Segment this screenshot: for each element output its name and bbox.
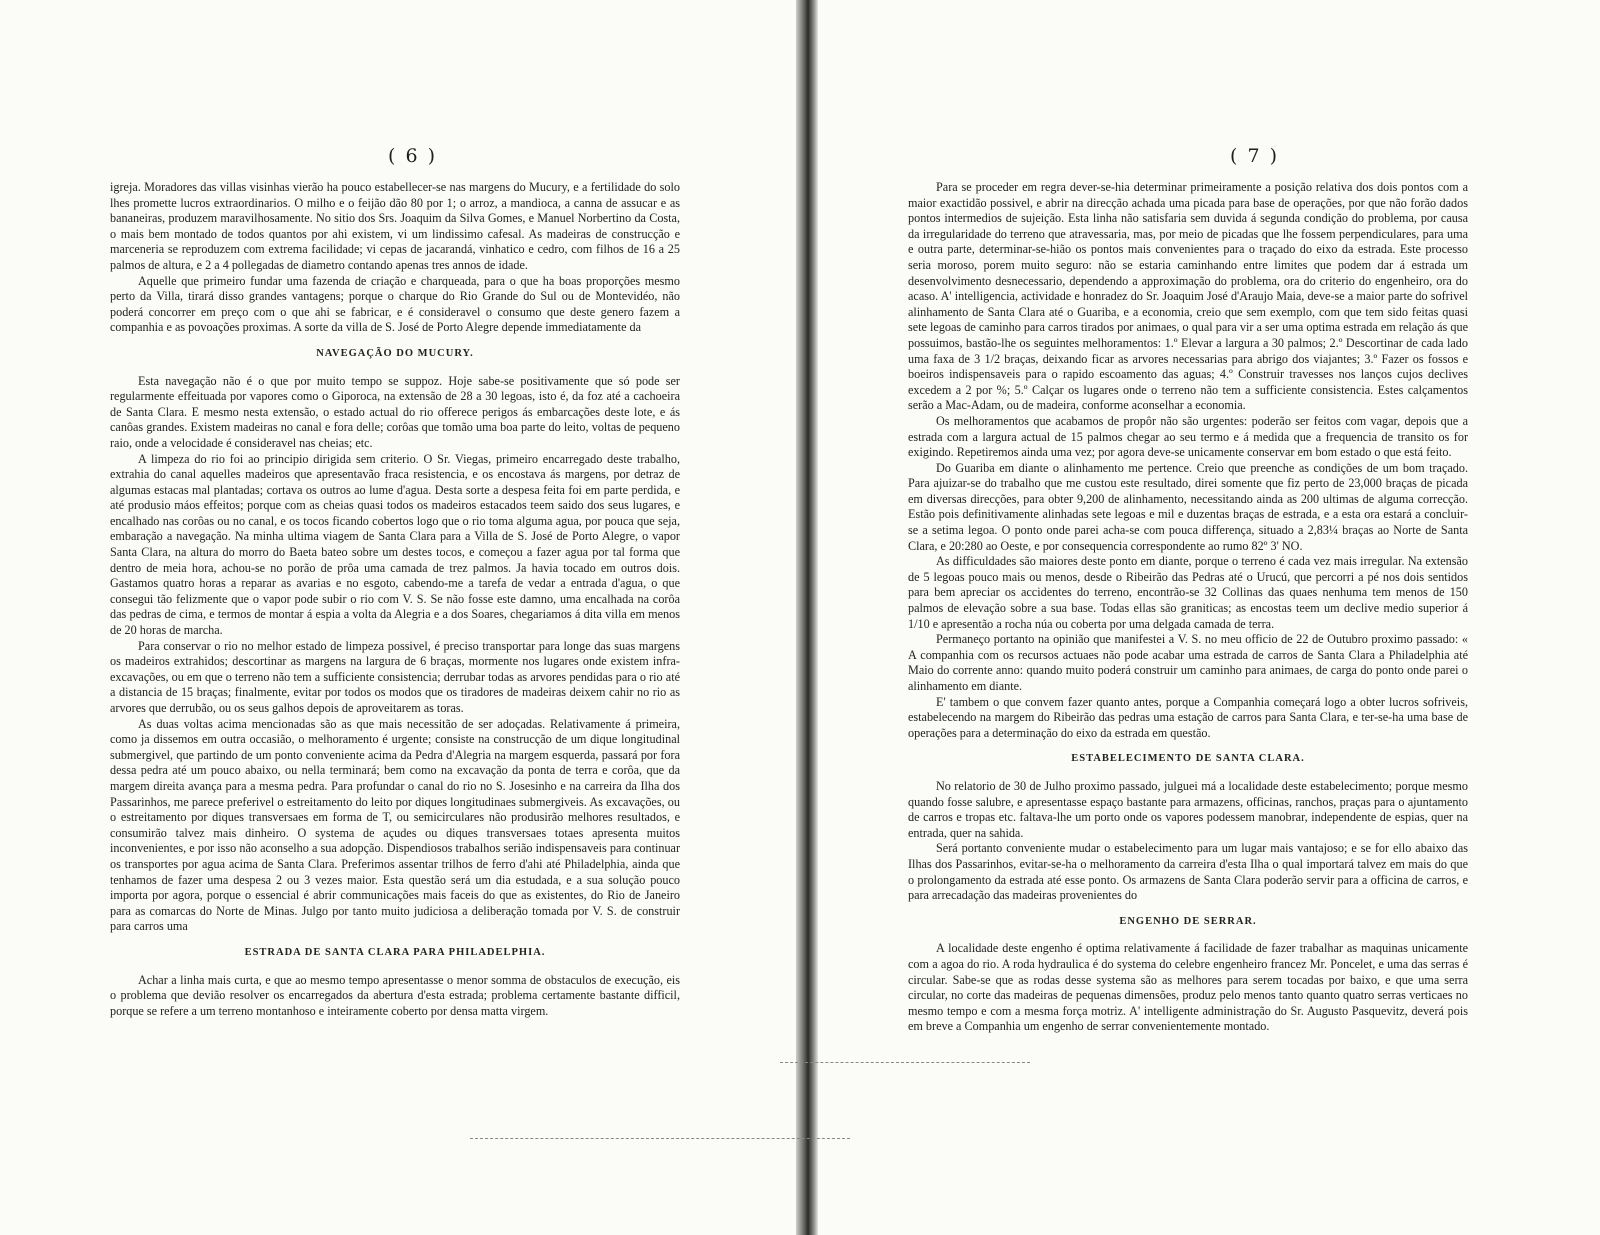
- page-body: [908, 180, 1468, 1035]
- paragraph: Será portanto conveniente mudar o estabelecimento para um lugar mais vantajoso; e se for ello abaixo das Ilhas dos Passarinhos, evitar-se-ha o melhoramento da carreira d'esta Ilha o qual importará talvez em mais do que o prolongamento da estrada até esse ponto. Os armazens de Santa Clara poderão servir para a officina de carros, e para arrecadação das madeiras provenientes do: [908, 841, 1468, 903]
- section-heading: ESTRADA DE SANTA CLARA PARA PHILADELPHIA.: [244, 946, 546, 958]
- paragraph: Aquelle que primeiro fundar uma fazenda de criação e charqueada, para o que ha boas proporções mesmo perto da Villa, tirará disso grandes vantagens; porque o charque do Rio Grande do Sul ou de Montevidéo, não poderá concorrer em preço com o que ahi se fabricar, e é consideravel o consumo que deste genero fazem a companhia e as povoações proximas. A sorte da villa de S. José de Porto Alegre depende immediatamente da: [110, 273, 680, 335]
- paragraph: Para se proceder em regra dever-se-hia determinar primeiramente a posição relativa dos dois pontos com a maior exactidão possivel, e abrir na direcção achada uma picada para base de operações, por que não forão dados pontos intermedios de sujeição. Esta linha não satisfaria sem duvida á segunda condição do problema, por causa da irregularidade do terreno que atravessaria, mas, por meio de picadas que lhe fossem perpendiculares, para uma e outra parte, determinar-se-hião os pontos mais convenientes para o traçado do eixo da estrada. Este processo seria moroso, porem muito seguro: não se estaria caminhando entre limites que podem dar á estrada um desenvolvimento desnecessario, dependendo a approximação do problema, ora do criterio do engenheiro, ora do acaso. A' intelligencia, actividade e honradez do Sr. Joaquim José d'Araujo Maia, deve-se a maior parte do sofrivel alinhamento de Santa Clara até o Guariba, e a economia, creio que sem exemplo, com que tem sido feitas quasi sete legoas de caminho para carros tirados por animaes, o qual para vir a ser uma optima estrada em relação ás que possuimos, bastão-lhe os seguintes melhoramentos: 1.º Elevar a largura a 30 palmos; 2.º Descortinar de cada lado uma faxa de 3 1/2 braças, deixando ficar as arvores necessarias para abrigo dos viajantes; 3.º Fazer os fossos e boeiros indispensaveis para o rapido escoamento das aguas; 4.º Construir travesses nos lanços cujos declives excedem a 2 por %; 5.º Calçar os lugares onde o terreno não tem a sufficiente consistencia. Estes calçamentos serão a Mac-Adam, ou de madeira, conforme aconselhar a economia.: [908, 180, 1468, 413]
- scan-artifact-line: [780, 1062, 1030, 1063]
- paragraph: Esta navegação não é o que por muito tempo se suppoz. Hoje sabe-se positivamente que só pode ser regularmente effeituada por vapores como o Giporoca, na extensão de 28 a 30 legoas, isto é, da foz até a cachoeira de Santa Clara. E mesmo nesta extensão, o estado actual do rio offerece perigos ás embarcações deste lote, e ás canôas grandes. Existem madeiras no canal e fora delle; corôas que tomão uma boa parte do leito, voltas de pequeno raio, onde a velocidade é consideravel nas cheias; etc.: [110, 373, 680, 450]
- paragraph: As difficuldades são maiores deste ponto em diante, porque o terreno é cada vez mais irregular. Na extensão de 5 legoas pouco mais ou menos, desde o Ribeirão das Pedras até o Urucú, que percorri a pé nos dois sentidos para bem apreciar os accidentes do terreno, encontrão-se 32 Collinas das quaes nenhuma tem menos de 150 palmos de elevação sobre a sua base. Todas ellas são graniticas; as encostas teem um declive medio superior á 1/10 e apresentão a rocha núa ou coberta por uma delgada camada de terra.: [908, 554, 1468, 631]
- page-body: [110, 180, 680, 1019]
- page-number: ( 7 ): [1230, 145, 1279, 167]
- paragraph: Para conservar o rio no melhor estado de limpeza possivel, é preciso transportar para longe das suas margens os madeiros extrahidos; descortinar as margens na largura de 6 braças, mormente nos lugares onde existem infra-excavações, ou em que o terreno não tem a sufficiente consistencia; derrubar todas as arvores pendidas para o rio até a distancia de 15 braças; finalmente, evitar por todos os modos que os tiradores de madeiras deixem cahir no rio as arvores que derrubão, ou os seus galhos depois de aproveitarem as toras.: [110, 638, 680, 715]
- book-gutter: [796, 0, 818, 1235]
- paragraph: As duas voltas acima mencionadas são as que mais necessitão de ser adoçadas. Relativamente á primeira, como ja dissemos em outra occasião, o melhoramento é urgente; consiste na construcção de um dique longitudinal submergivel, que partindo de um ponto conveniente acima da Pedra d'Alegria na margem esquerda, passará por fora dessa pedra até um pouco abaixo, ou nella terminará; bem como na excavação da ponta de terra e corôa, que da margem direita avança para a mesma pedra. Para profundar o canal do rio no S. Josesinho e na carreira da Ilha dos Passarinhos, me parece preferivel o estreitamento do leito por diques longitudinaes submergiveis. As excavações, ou o estreitamento por diques transversaes em forma de T, ou semicirculares não produsirão melhores resultados, e consumirão talvez mais dinheiro. O systema de açudes ou diques transversaes totaes apresenta muitos inconvenientes, e por isso não aconselho a sua adopção. Dispendiosos trabalhos serião indispensaveis para continuar os transportes por agua acima de Santa Clara. Preferimos assentar trilhos de ferro d'ahi até Philadelphia, ainda que tenhamos de fazer uma despesa 2 ou 3 vezes maior. Esta questão será um dia estudada, e a sua solução pouco importa por agora, porque o essencial é abrir communicações mais faceis do que as existentes, do Rio de Janeiro para as comarcas do Norte de Minas. Julgo por tanto muito judiciosa a deliberação tomada por V. S. de construir para carros uma: [110, 716, 680, 934]
- section-heading: NAVEGAÇÃO DO MUCURY.: [316, 347, 474, 359]
- paragraph: Do Guariba em diante o alinhamento me pertence. Creio que preenche as condições de um bom traçado. Para ajuizar-se do trabalho que me custou este resultado, direi somente que fiz perto de 23,000 braças de picada em diversas direcções, para obter 9,200 de alinhamento, necessitando ainda as 200 ultimas de alguma correcção. Estão pois definitivamente alinhadas sete legoas e mil e duzentas braças de estrada, e a esta ora estará a concluir-se a setima legoa. O ponto onde parei acha-se com pouca differença, situado a 2,83¼ braças ao Norte de Santa Clara, e 20:280 ao Oeste, e por consequencia correspondente ao rumo 82º 3' NO.: [908, 460, 1468, 553]
- paragraph: No relatorio de 30 de Julho proximo passado, julguei má a localidade deste estabelecimento; porque mesmo quando fosse salubre, e apresentasse espaço bastante para armazens, officinas, ranchos, praças para o ajuntamento de carros e tropas etc. faltava-lhe um porto onde os vapores podessem manobrar, independente de espias, quer na entrada, quer na sahida.: [908, 778, 1468, 840]
- page-number: ( 6 ): [388, 145, 437, 167]
- paragraph: Permaneço portanto na opinião que manifestei a V. S. no meu officio de 22 de Outubro proximo passado: « A companhia com os recursos actuaes não pode acabar uma estrada de carros de Santa Clara a Philadelphia até Maio do corrente anno: quando muito poderá construir um caminho para animaes, de carga do ponto onde parei o alinhamento em diante.: [908, 632, 1468, 693]
- paragraph: A localidade deste engenho é optima relativamente á facilidade de fazer trabalhar as maquinas unicamente com a agoa do rio. A roda hydraulica é do systema do celebre engenheiro francez Mr. Poncelet, e uma das serras é circular. Sabe-se que as rodas desse systema são as melhores para serem tocadas por baixo, e que uma serra circular, no corte das madeiras de pequenas dimensões, produz pelo menos tanto quanto quatro serras verticaes no mesmo tempo e com a mesma força motriz. A' intelligente administração do Sr. Augusto Pasquevitz, deverá pois em breve a Companhia um engenho de serrar convenientemente montado.: [908, 941, 1468, 1034]
- paragraph: Os melhoramentos que acabamos de propôr não são urgentes: poderão ser feitos com vagar, depois que a estrada com a largura actual de 15 palmos chegar ao seu termo e á medida que a frequencia de transito os for exigindo. Repetiremos ainda uma vez; por agora deve-se unicamente conservar em bom estado o que está feito.: [908, 413, 1468, 460]
- section-heading: ENGENHO DE SERRAR.: [1119, 915, 1257, 927]
- paragraph: igreja. Moradores das villas visinhas vierão ha pouco estabellecer-se nas margens do Mucury, e a fertilidade do solo lhes promette lucros extraordinarios. O milho e o feijão dão 80 por 1; o arroz, a mandioca, a canna de assucar e as bananeiras, produzem maravilhosamente. No sitio dos Srs. Joaquim da Silva Gomes, e Manuel Norbertino da Costa, o mais bem montado de todos quantos por ahi existem, vi um lindissimo cafesal. As madeiras de construcção e marceneria se reproduzem com extrema facilidade; vi cepas de jacarandá, vinhatico e cedro, com filhos de 16 a 25 palmos de altura, e 2 a 4 pollegadas de diametro contando apenas tres annos de idade.: [110, 180, 680, 272]
- paragraph: E' tambem o que convem fazer quanto antes, porque a Companhia começará logo a obter lucros sofriveis, estabelecendo na margem do Ribeirão das pedras uma estação de carros para Santa Clara, e ter-se-ha uma base de operações para a determinação do eixo da estrada em questão.: [908, 694, 1468, 740]
- section-heading: ESTABELECIMENTO DE SANTA CLARA.: [1071, 753, 1305, 765]
- left-page: [0, 0, 796, 1235]
- scan-artifact-line: [470, 1138, 850, 1139]
- right-page: [818, 0, 1600, 1235]
- paragraph: Achar a linha mais curta, e que ao mesmo tempo apresentasse o menor somma de obstaculos de execução, eis o problema que devião resolver os encarregados da abertura d'esta estrada; problema certamente bastante difficil, porque se refere a um terreno montanhoso e inteiramente coberto por densa matta virgem.: [110, 972, 680, 1018]
- paragraph: A limpeza do rio foi ao principio dirigida sem criterio. O Sr. Viegas, primeiro encarregado deste trabalho, extrahia do canal aquelles madeiros que apresentavão fraca resistencia, e os encostava ás margens, por detraz de algumas estacas mal plantadas; cortava os outros ao lume d'agua. Desta sorte a despesa feita foi em parte perdida, e até produsio máos effeitos; porque com as cheias quasi todos os madeiros estacados teem saido dos seus lugares, e encalhado nas corôas ou no canal, e os tocos ficando cobertos logo que o rio toma alguma agua, por pouca que seja, embaração a navegação. Na minha ultima viagem de Santa Clara para a Villa de S. José de Porto Alegre, o vapor Santa Clara, na altura do morro do Baeta bateo sobre um destes tocos, e começou a fazer agua por tal forma que dentro de meia hora, achou-se no porão de prôa uma camada de trez palmos. Ja havia tocado em outros dois. Gastamos quatro horas a reparar as avarias e no esgoto, cabendo-me a tarefa de vedar a entrada d'agua, o que consegui tão felizmente que o vapor pode subir o rio com V. S. Se não fosse este damno, uma encalhada na corôa das pedras de cima, e termos de montar á espia a volta da Alegria e a dos Soares, chegariamos á dita villa em menos de 20 horas de marcha.: [110, 451, 680, 638]
